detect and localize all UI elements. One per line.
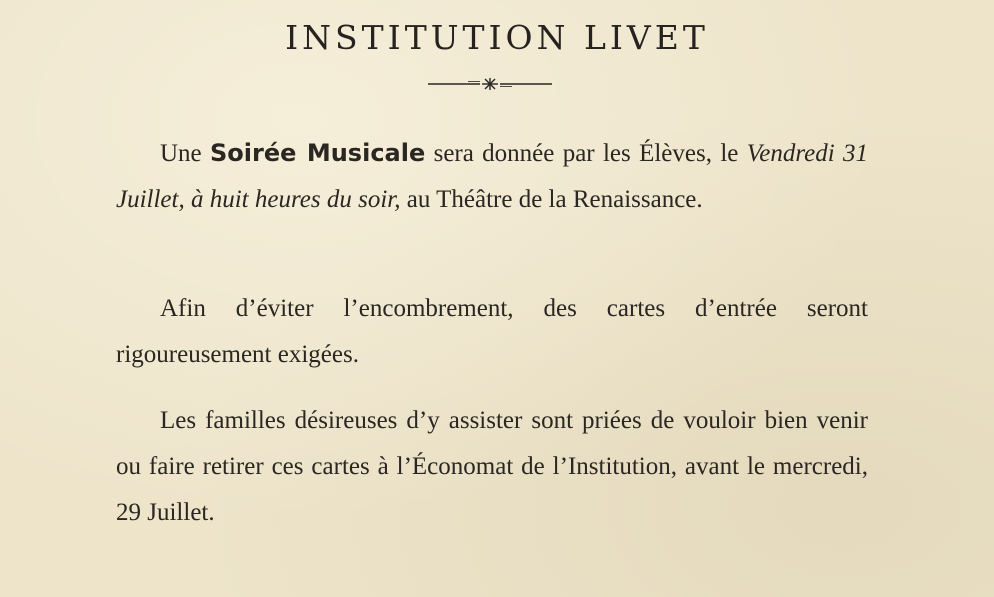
event-date: Vendredi 31 Juillet, à huit heures du soir, [116, 140, 869, 213]
document-title: INSTITUTION LIVET [285, 18, 709, 57]
paragraph1-middle: sera donnée par les Élèves, le [425, 140, 747, 167]
paragraph-entry-cards [116, 286, 868, 378]
paragraph1-intro: Une [160, 140, 210, 167]
paragraph3-text: Les familles désireuses d’y assister sont priées de vouloir bien venir ou faire retirer ces cartes à l’Économat de l’Institution, avant le mercredi, 29 Juillet. [116, 407, 868, 526]
paragraph-soiree [116, 130, 868, 223]
event-name: Soirée Musicale [210, 139, 426, 167]
paragraph-families [116, 398, 868, 536]
paragraph2-text: Afin d’éviter l’encombrement, des cartes d’entrée seront rigoureusement exigées. [116, 295, 868, 368]
paragraph1-venue: au Théâtre de la Renaissance. [400, 186, 703, 213]
star-ornament-icon [428, 77, 552, 91]
